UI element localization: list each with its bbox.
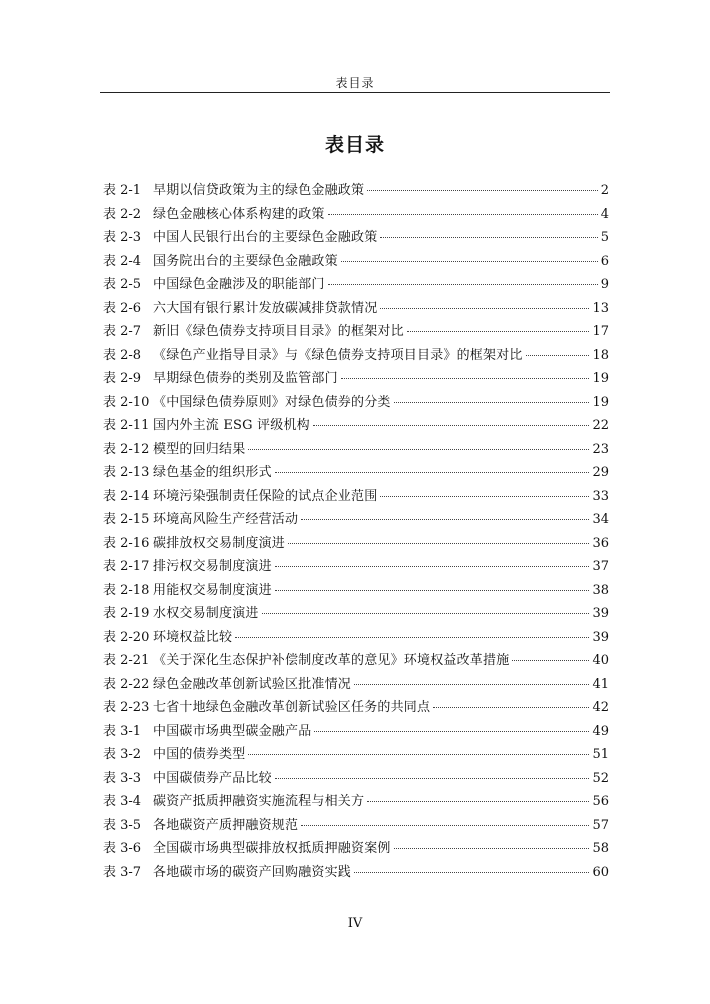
toc-entry[interactable]: [103, 508, 609, 532]
toc-entry-label: 表 2-6: [103, 300, 142, 316]
toc-entry[interactable]: [103, 767, 609, 791]
toc-entry[interactable]: [103, 438, 609, 462]
toc-entry-page: 13: [592, 300, 609, 316]
toc-entry-title: 水权交易制度演进: [153, 606, 259, 621]
toc-entry[interactable]: [103, 391, 609, 415]
toc-entry[interactable]: [103, 297, 609, 321]
toc-entry-page: 57: [592, 817, 609, 833]
toc-entry-title: 模型的回归结果: [153, 441, 246, 457]
toc-entry-label: 表 2-15: [103, 512, 150, 527]
toc-entry-label: 表 2-3: [103, 230, 142, 245]
toc-entry-title: 环境污染强制责任保险的试点企业范围: [153, 488, 378, 504]
toc-entry-page: 39: [592, 629, 609, 645]
toc-entry-page: 18: [592, 347, 609, 363]
toc-entry-title: 碳排放权交易制度演进: [153, 535, 286, 551]
toc-entry[interactable]: [103, 320, 609, 344]
toc-entry-page: 41: [592, 676, 609, 692]
dot-leader: [248, 754, 589, 755]
toc-entry-title: 用能权交易制度演进: [153, 582, 272, 598]
dot-leader: [235, 637, 589, 638]
toc-entry-title: 各地碳资产质押融资规范: [153, 817, 299, 833]
toc-entry-page: 34: [592, 512, 609, 527]
dot-leader: [275, 778, 590, 779]
toc-entry-label: 表 3-6: [103, 841, 142, 856]
toc-entry-title: 排污权交易制度演进: [153, 559, 272, 574]
toc-entry-page: 40: [592, 653, 609, 668]
toc-entry[interactable]: [103, 461, 609, 485]
dot-leader: [301, 519, 589, 520]
dot-leader: [433, 707, 589, 708]
toc-entry[interactable]: [103, 203, 609, 227]
toc-entry-label: 表 2-1: [103, 183, 142, 198]
toc-entry-page: 60: [592, 864, 609, 880]
dot-leader: [394, 402, 590, 403]
dot-leader: [288, 543, 589, 544]
dot-leader: [275, 566, 590, 567]
toc-entry-page: 39: [592, 606, 609, 621]
toc-entry[interactable]: [103, 696, 609, 720]
toc-entry-label: 表 2-21: [103, 653, 150, 668]
toc-entry-title: 环境高风险生产经营活动: [153, 512, 299, 527]
toc-entry-label: 表 2-14: [103, 488, 150, 504]
page-number: IV: [347, 916, 363, 931]
toc-entry[interactable]: [103, 532, 609, 556]
toc-entry-title: 中国绿色金融涉及的职能部门: [153, 277, 325, 292]
toc-entry-page: 56: [592, 794, 609, 809]
toc-entry[interactable]: [103, 555, 609, 579]
toc-entry-label: 表 2-13: [103, 465, 150, 480]
toc-entry[interactable]: [103, 673, 609, 697]
toc-entry-title: 全国碳市场典型碳排放权抵质押融资案例: [153, 841, 391, 856]
toc-entry-label: 表 2-18: [103, 582, 150, 598]
toc-entry-label: 表 2-8: [103, 347, 142, 363]
dot-leader: [367, 190, 598, 191]
toc-entry-page: 37: [592, 559, 609, 574]
toc-entry[interactable]: [103, 790, 609, 814]
dot-leader: [248, 449, 589, 450]
toc-entry-label: 表 2-9: [103, 371, 142, 386]
toc-entry-title: 六大国有银行累计发放碳减排贷款情况: [153, 300, 378, 316]
toc-entry-page: 2: [600, 183, 609, 198]
toc-entry-page: 4: [600, 206, 609, 222]
toc-entry-label: 表 3-2: [103, 747, 142, 762]
toc-entry-title: 国内外主流 ESG 评级机构: [153, 418, 310, 433]
toc-entry-title: 早期绿色债券的类别及监管部门: [153, 371, 338, 386]
toc-entry-label: 表 2-4: [103, 253, 142, 269]
toc-entry[interactable]: [103, 250, 609, 274]
dot-leader: [380, 496, 589, 497]
dot-leader: [354, 872, 589, 873]
running-header: 表目录: [335, 76, 375, 90]
toc-entry-label: 表 2-5: [103, 277, 142, 292]
toc-entry-title: 中国碳债券产品比较: [153, 770, 272, 786]
toc-entry-title: 七省十地绿色金融改革创新试验区任务的共同点: [153, 700, 431, 715]
toc-entry-title: 绿色金融改革创新试验区批准情况: [153, 676, 352, 692]
toc-entry-page: 38: [592, 582, 609, 598]
toc-entry-title: 中国碳市场典型碳金融产品: [153, 723, 312, 739]
toc-entry-page: 33: [592, 488, 609, 504]
toc-entry[interactable]: [103, 861, 609, 885]
dot-leader: [394, 848, 590, 849]
dot-leader: [380, 237, 597, 238]
toc-entry-label: 表 3-1: [103, 723, 142, 739]
toc-entry[interactable]: [103, 344, 609, 368]
toc-entry-label: 表 2-10: [103, 394, 150, 410]
toc-entry[interactable]: [103, 649, 609, 673]
toc-entry-label: 表 2-17: [103, 559, 150, 574]
toc-entry[interactable]: [103, 179, 609, 203]
dot-leader: [313, 425, 590, 426]
toc-entry-title: 《关于深化生态保护补偿制度改革的意见》环境权益改革措施: [153, 653, 510, 668]
toc-entry-title: 各地碳市场的碳资产回购融资实践: [153, 864, 352, 880]
toc-entry-title: 新旧《绿色债券支持项目目录》的框架对比: [153, 324, 404, 339]
toc-entry[interactable]: [103, 414, 609, 438]
toc-entry-label: 表 2-12: [103, 441, 150, 457]
toc-entry-title: 国务院出台的主要绿色金融政策: [153, 253, 338, 269]
toc-entry-title: 绿色金融核心体系构建的政策: [153, 206, 325, 222]
toc-entry-title: 《绿色产业指导目录》与《绿色债券支持项目目录》的框架对比: [153, 347, 523, 363]
toc-entry-title: 早期以信贷政策为主的绿色金融政策: [153, 183, 365, 198]
dot-leader: [314, 731, 589, 732]
toc-entry-page: 36: [592, 535, 609, 551]
toc-entry[interactable]: [103, 273, 609, 297]
dot-leader: [407, 331, 590, 332]
toc-entry-page: 52: [592, 770, 609, 786]
dot-leader: [275, 590, 590, 591]
dot-leader: [328, 284, 598, 285]
dot-leader: [354, 684, 589, 685]
toc-entry-label: 表 2-22: [103, 676, 150, 692]
toc-entry-title: 绿色基金的组织形式: [153, 465, 272, 480]
toc-entry-page: 49: [592, 723, 609, 739]
toc-entry-label: 表 2-2: [103, 206, 142, 222]
toc-entry-label: 表 3-3: [103, 770, 142, 786]
toc-entry-page: 29: [592, 465, 609, 480]
dot-leader: [512, 660, 589, 661]
dot-leader: [380, 308, 589, 309]
toc-entry-title: 环境权益比较: [153, 629, 233, 645]
toc-entry-title: 中国的债券类型: [153, 747, 246, 762]
page-title: 表目录: [324, 134, 385, 156]
toc-entry-label: 表 3-4: [103, 794, 142, 809]
toc-entry-page: 19: [592, 394, 609, 410]
toc-entry-label: 表 3-5: [103, 817, 142, 833]
dot-leader: [328, 214, 598, 215]
toc-entry-title: 中国人民银行出台的主要绿色金融政策: [153, 230, 378, 245]
toc-entry-page: 17: [592, 324, 609, 339]
toc-entry-label: 表 2-7: [103, 324, 142, 339]
toc-entry[interactable]: [103, 814, 609, 838]
dot-leader: [341, 261, 598, 262]
toc-entry-title: 碳资产抵质押融资实施流程与相关方: [153, 794, 365, 809]
toc-entry-page: 6: [600, 253, 609, 269]
toc-entry-label: 表 3-7: [103, 864, 142, 880]
toc-entry-page: 23: [592, 441, 609, 457]
toc-entry[interactable]: [103, 720, 609, 744]
toc-entry-page: 19: [592, 371, 609, 386]
dot-leader: [341, 378, 590, 379]
toc-entry-page: 5: [600, 230, 609, 245]
toc-entry[interactable]: [103, 837, 609, 861]
toc-entry-label: 表 2-19: [103, 606, 150, 621]
toc-entry[interactable]: [103, 626, 609, 650]
toc-entry-page: 42: [592, 700, 609, 715]
toc-entry-page: 9: [600, 277, 609, 292]
toc-entry[interactable]: [103, 226, 609, 250]
toc-entry-page: 51: [592, 747, 609, 762]
dot-leader: [275, 472, 590, 473]
toc-entry-title: 《中国绿色债券原则》对绿色债券的分类: [153, 394, 391, 410]
toc-entry[interactable]: [103, 579, 609, 603]
dot-leader: [367, 801, 589, 802]
dot-leader: [526, 355, 590, 356]
toc-entry-page: 58: [592, 841, 609, 856]
toc-entry-label: 表 2-11: [103, 418, 150, 433]
toc-entry-label: 表 2-16: [103, 535, 150, 551]
toc-entry[interactable]: [103, 485, 609, 509]
toc-entry[interactable]: [103, 743, 609, 767]
toc-entry-label: 表 2-20: [103, 629, 150, 645]
dot-leader: [301, 825, 589, 826]
table-of-tables-list: [103, 179, 609, 884]
toc-entry-page: 22: [592, 418, 609, 433]
toc-entry[interactable]: [103, 602, 609, 626]
header-rule: [100, 92, 610, 93]
toc-entry-label: 表 2-23: [103, 700, 150, 715]
toc-entry[interactable]: [103, 367, 609, 391]
dot-leader: [262, 613, 590, 614]
